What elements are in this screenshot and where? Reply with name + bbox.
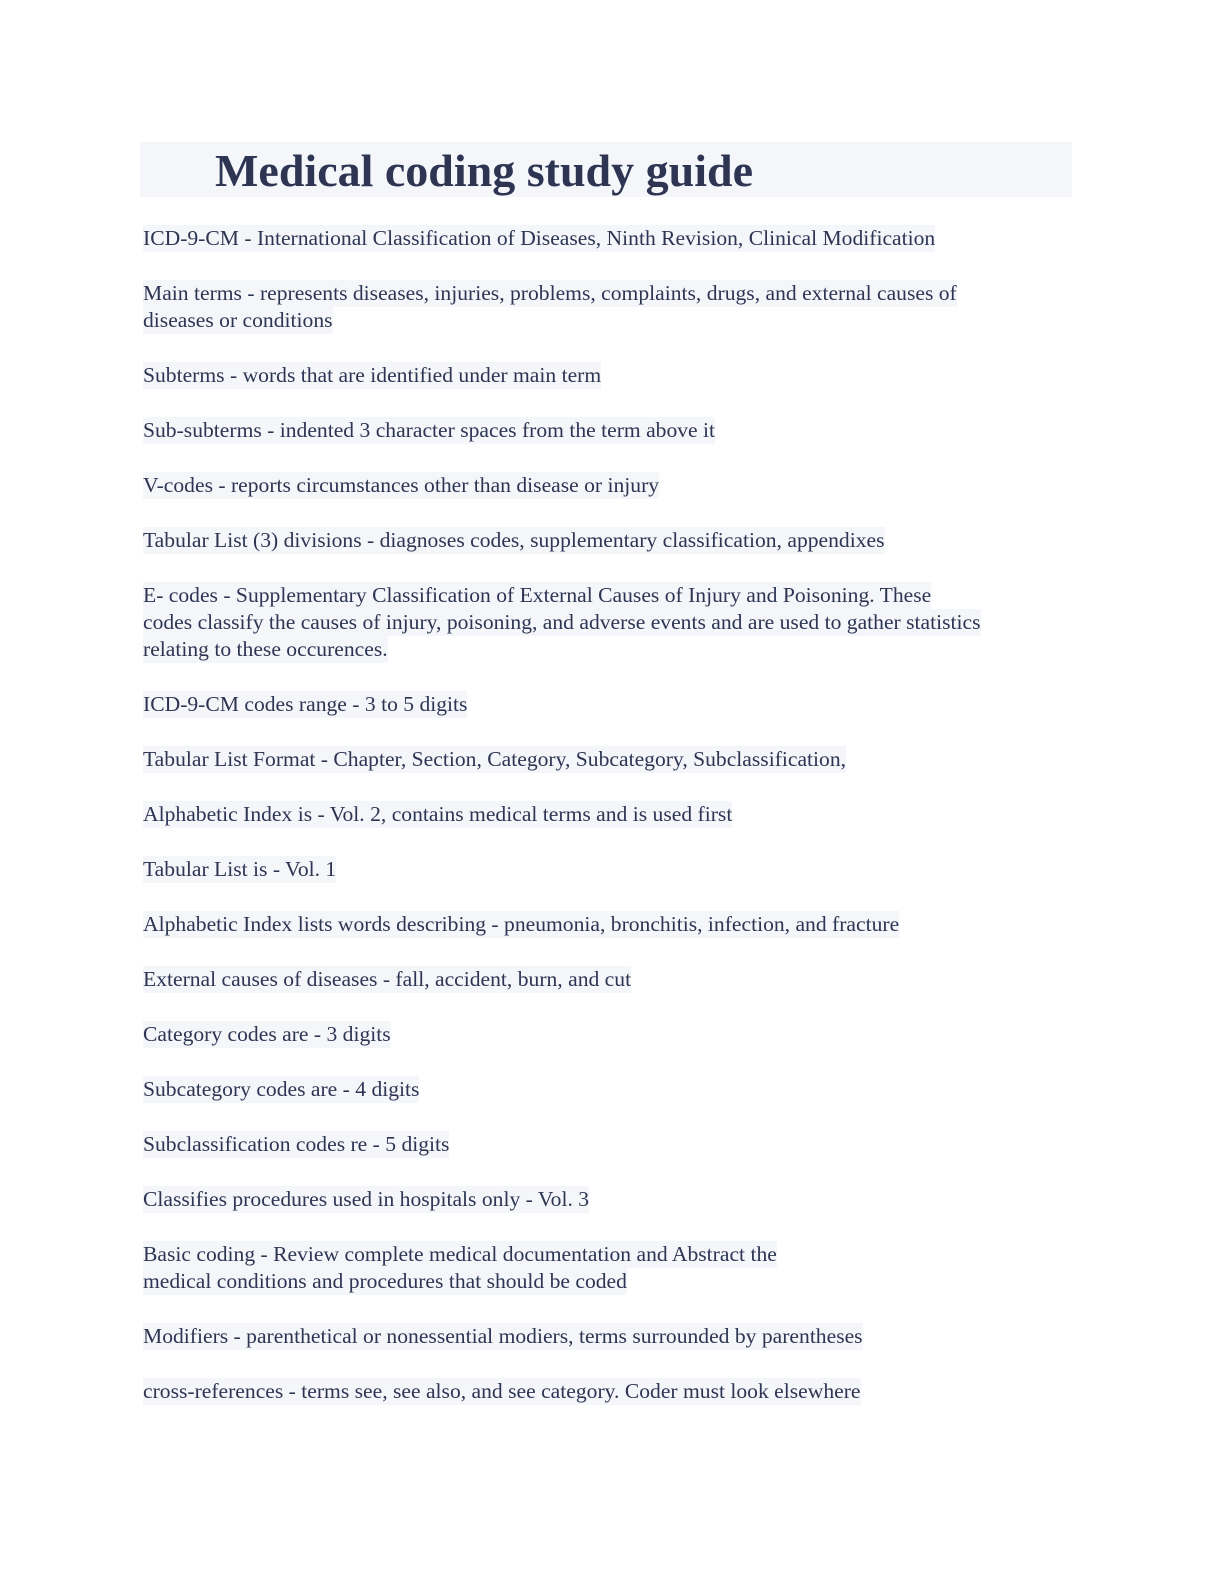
entry-line: Modifiers - parenthetical or nonessential modiers, terms surrounded by parentheses — [143, 1324, 863, 1348]
entry-line: ICD-9-CM - International Classification of Diseases, Ninth Revision, Clinical Modification — [143, 226, 936, 250]
entry-line: cross-references - terms see, see also, and see category. Coder must look elsewhere — [143, 1379, 861, 1403]
entry-line: medical conditions and procedures that should be coded — [143, 1269, 627, 1293]
guide-entry — [143, 1021, 1083, 1048]
title-banner — [140, 142, 1072, 197]
guide-entry — [143, 362, 1083, 389]
entry-line: Tabular List (3) divisions - diagnoses codes, supplementary classification, appendixes — [143, 528, 885, 552]
entry-line: External causes of diseases - fall, accident, burn, and cut — [143, 967, 632, 991]
entry-line: Sub-subterms - indented 3 character spaces from the term above it — [143, 418, 716, 442]
entry-line: Classifies procedures used in hospitals only - Vol. 3 — [143, 1187, 590, 1211]
entry-line: Alphabetic Index lists words describing - pneumonia, bronchitis, infection, and fracture — [143, 912, 900, 936]
entry-line: codes classify the causes of injury, poisoning, and adverse events and are used to gather statistics — [143, 610, 981, 634]
entry-line: V-codes - reports circumstances other than disease or injury — [143, 473, 660, 497]
entry-line: Subcategory codes are - 4 digits — [143, 1077, 420, 1101]
guide-entry — [143, 856, 1083, 883]
guide-entry — [143, 1241, 1083, 1295]
entry-line: Subterms - words that are identified under main term — [143, 363, 602, 387]
entry-line: Subclassification codes re - 5 digits — [143, 1132, 450, 1156]
entry-line: ICD-9-CM codes range - 3 to 5 digits — [143, 692, 468, 716]
guide-entry — [143, 527, 1083, 554]
study-guide-content — [143, 225, 1083, 1433]
guide-entry — [143, 801, 1083, 828]
guide-entry — [143, 1076, 1083, 1103]
guide-entry — [143, 911, 1083, 938]
entry-line: Tabular List is - Vol. 1 — [143, 857, 337, 881]
guide-entry — [143, 1323, 1083, 1350]
guide-entry — [143, 1131, 1083, 1158]
page-title: Medical coding study guide — [215, 145, 754, 196]
entry-line: Category codes are - 3 digits — [143, 1022, 391, 1046]
entry-line: relating to these occurences. — [143, 637, 388, 661]
guide-entry — [143, 417, 1083, 444]
entry-line: Basic coding - Review complete medical documentation and Abstract the — [143, 1242, 777, 1266]
entry-line: Alphabetic Index is - Vol. 2, contains medical terms and is used first — [143, 802, 733, 826]
guide-entry — [143, 225, 1083, 252]
guide-entry — [143, 582, 1083, 663]
entry-line: diseases or conditions — [143, 308, 333, 332]
entry-line: E- codes - Supplementary Classification of External Causes of Injury and Poisoning. These — [143, 583, 932, 607]
guide-entry — [143, 472, 1083, 499]
entry-line: Tabular List Format - Chapter, Section, Category, Subcategory, Subclassification, — [143, 747, 847, 771]
guide-entry — [143, 1186, 1083, 1213]
guide-entry — [143, 280, 1083, 334]
guide-entry — [143, 966, 1083, 993]
guide-entry — [143, 746, 1083, 773]
entry-line: Main terms - represents diseases, injuries, problems, complaints, drugs, and external causes of — [143, 281, 957, 305]
guide-entry — [143, 1378, 1083, 1405]
guide-entry — [143, 691, 1083, 718]
